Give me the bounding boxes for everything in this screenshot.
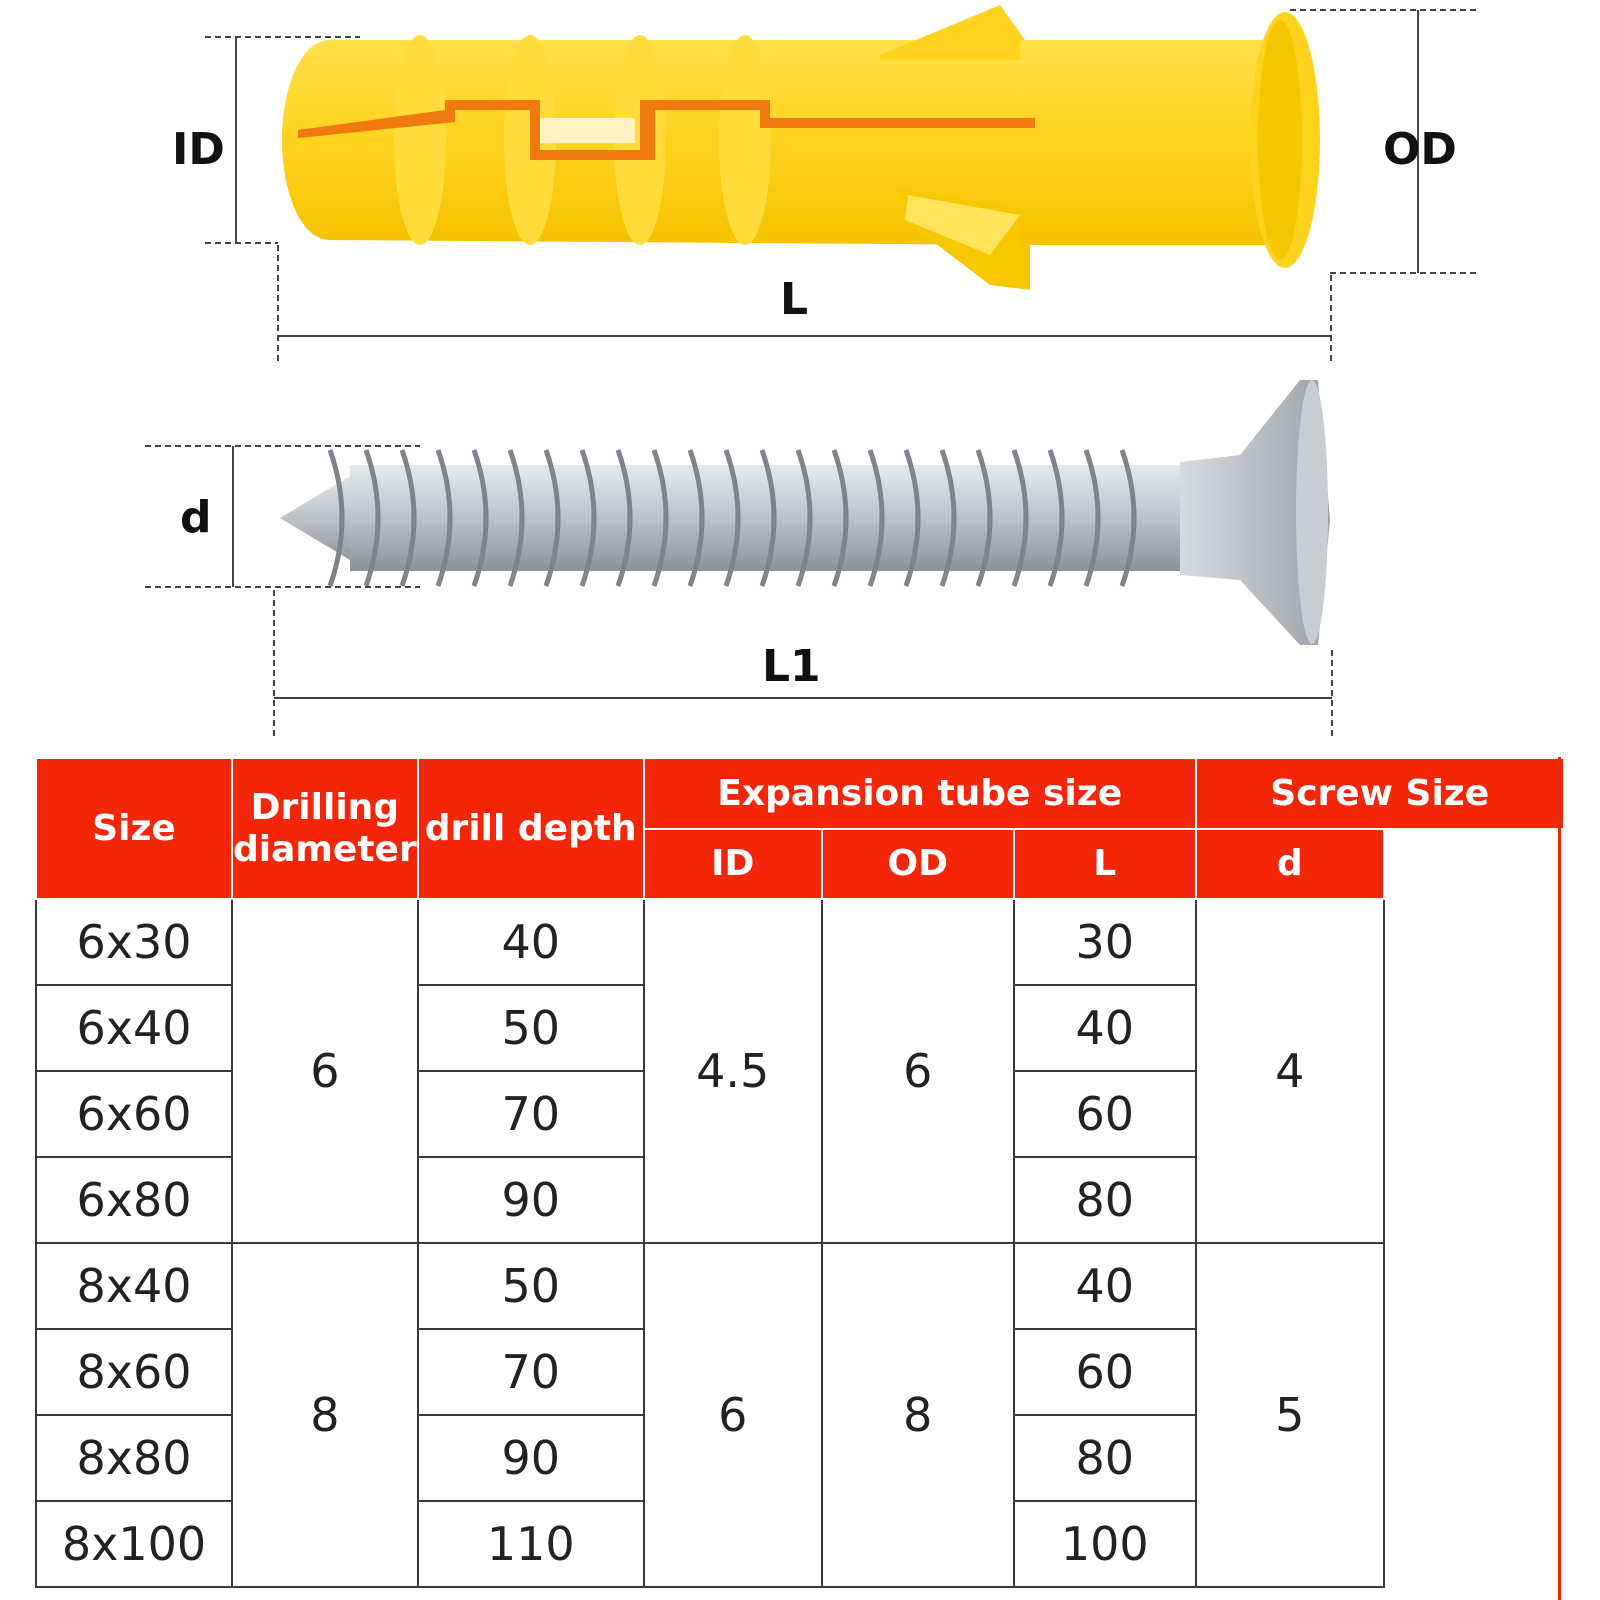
cell-size: 8x60	[36, 1329, 232, 1415]
product-diagram	[0, 0, 1600, 740]
header-blank	[1384, 829, 1564, 899]
header-drilling-line1: Drilling	[250, 787, 400, 829]
cell-size: 8x80	[36, 1415, 232, 1501]
cell-od: 8	[822, 1243, 1014, 1587]
cell-drill-depth: 110	[418, 1501, 644, 1587]
table-row	[36, 899, 1564, 985]
cell-id: 6	[644, 1243, 822, 1587]
label-l1: L1	[762, 641, 821, 692]
spec-table	[35, 757, 1565, 1588]
cell-drill-depth: 50	[418, 1243, 644, 1329]
header-od: OD	[822, 829, 1014, 899]
cell-l: 100	[1014, 1501, 1196, 1587]
table-row	[36, 1243, 1564, 1329]
cell-size: 8x100	[36, 1501, 232, 1587]
cell-d: 4	[1196, 899, 1384, 1243]
cell-l: 80	[1014, 1415, 1196, 1501]
header-drilling-diameter	[232, 758, 418, 899]
cell-drill-depth: 70	[418, 1329, 644, 1415]
cell-l: 60	[1014, 1329, 1196, 1415]
header-size: Size	[36, 758, 232, 899]
cell-l: 40	[1014, 1243, 1196, 1329]
header-expansion-tube: Expansion tube size	[644, 758, 1196, 829]
cell-size: 6x60	[36, 1071, 232, 1157]
label-l: L	[780, 274, 809, 325]
cell-drilling-diameter: 6	[232, 899, 418, 1243]
header-drill-depth: drill depth	[418, 758, 644, 899]
header-screw-size: Screw Size	[1196, 758, 1564, 829]
blank-column	[1384, 899, 1564, 1587]
cell-od: 6	[822, 899, 1014, 1243]
cell-size: 6x40	[36, 985, 232, 1071]
cell-l: 40	[1014, 985, 1196, 1071]
cell-size: 6x30	[36, 899, 232, 985]
cell-l: 60	[1014, 1071, 1196, 1157]
cell-id: 4.5	[644, 899, 822, 1243]
label-id: ID	[172, 124, 225, 175]
header-l: L	[1014, 829, 1196, 899]
wall-anchor-illustration	[282, 5, 1320, 290]
header-d: d	[1196, 829, 1384, 899]
cell-drill-depth: 50	[418, 985, 644, 1071]
header-drilling-line2: diameter	[233, 828, 417, 870]
table-right-border	[1558, 757, 1561, 1600]
cell-size: 6x80	[36, 1157, 232, 1243]
screw-illustration	[280, 380, 1330, 645]
cell-drilling-diameter: 8	[232, 1243, 418, 1587]
cell-l: 30	[1014, 899, 1196, 985]
cell-drill-depth: 40	[418, 899, 644, 985]
cell-l: 80	[1014, 1157, 1196, 1243]
cell-drill-depth: 90	[418, 1415, 644, 1501]
label-od: OD	[1383, 124, 1457, 175]
header-id: ID	[644, 829, 822, 899]
cell-d: 5	[1196, 1243, 1384, 1587]
cell-drill-depth: 90	[418, 1157, 644, 1243]
cell-size: 8x40	[36, 1243, 232, 1329]
cell-drill-depth: 70	[418, 1071, 644, 1157]
label-d: d	[180, 492, 212, 543]
